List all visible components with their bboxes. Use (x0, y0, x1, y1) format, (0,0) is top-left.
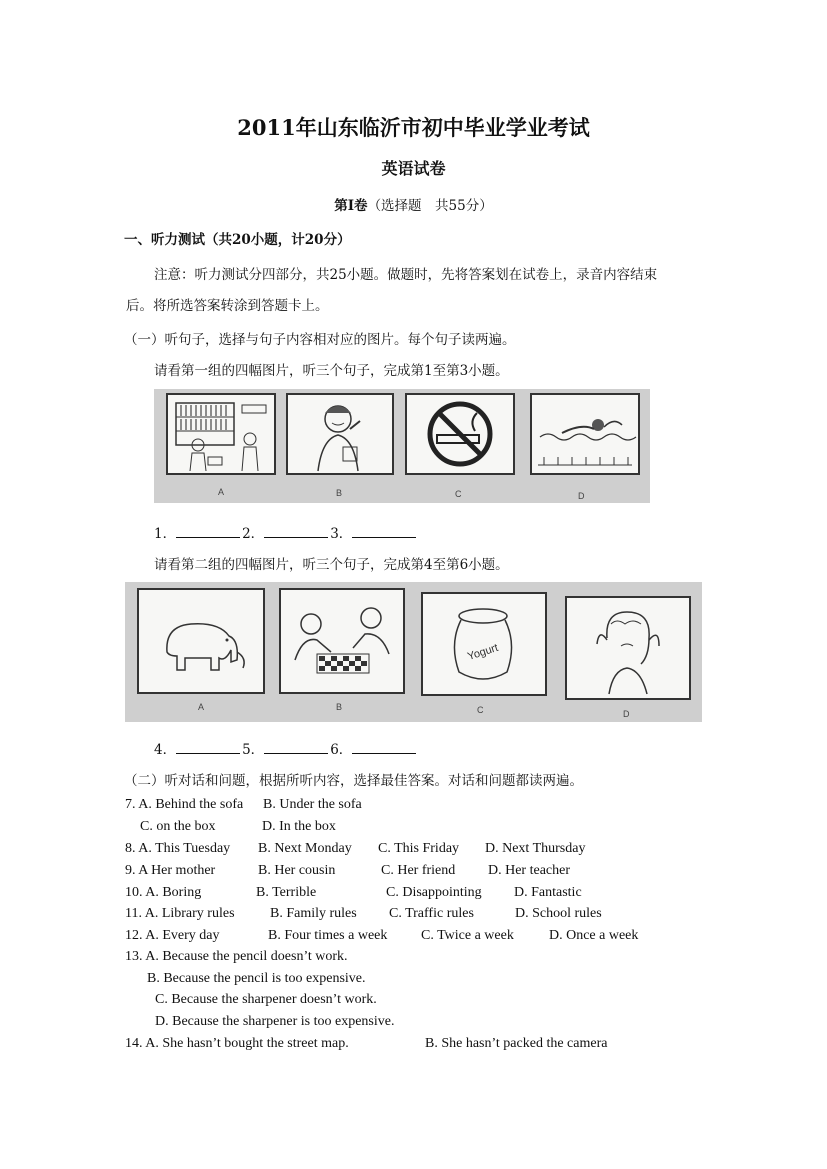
q9-option-c[interactable]: C. Her friend (381, 863, 456, 878)
exam-subtitle: 英语试卷 (381, 159, 446, 178)
picture-1b-toothache (286, 393, 394, 475)
picture-1c-label: C (455, 489, 462, 499)
blank-3[interactable] (352, 523, 416, 538)
blank-2-label: 2． (242, 526, 265, 542)
q7-option-d[interactable]: D. In the box (262, 819, 336, 834)
q12-option-a[interactable]: 12. A. Every day (125, 928, 220, 943)
group1-instruction: 请看第一组的四幅图片，听三个句子，完成第1至第3小题。 (154, 363, 509, 379)
elephant-icon (139, 590, 263, 692)
sub1-heading: （一）听句子，选择与句子内容相对应的图片。每个句子读两遍。 (124, 332, 516, 348)
q8-option-b[interactable]: B. Next Monday (258, 841, 352, 856)
q11-option-b[interactable]: B. Family rules (270, 906, 357, 921)
blank-1-label: 1． (154, 526, 177, 542)
picture-2d-label: D (623, 709, 630, 719)
answer-blanks-4-6 (154, 738, 418, 758)
q9-option-a[interactable]: 9. A Her mother (125, 863, 216, 878)
part-heading (0, 194, 827, 214)
blank-5[interactable] (264, 739, 328, 754)
q9-option-b[interactable]: B. Her cousin (258, 863, 336, 878)
q9-option-d[interactable]: D. Her teacher (488, 863, 571, 878)
toothache-icon (288, 395, 392, 473)
q10-option-c[interactable]: C. Disappointing (386, 885, 482, 900)
library-icon (168, 395, 274, 473)
blank-6-label: 6． (330, 742, 353, 758)
yogurt-icon (423, 594, 545, 694)
q13-option-d[interactable]: D. Because the sharpener is too expensive. (155, 1014, 395, 1029)
q11-option-a[interactable]: 11. A. Library rules (125, 906, 235, 921)
exam-title: 2011年山东临沂市初中毕业学业考试 (237, 115, 590, 140)
picture-2d-headache (565, 596, 691, 700)
q7-option-a[interactable]: 7. A. Behind the sofa (125, 797, 244, 812)
headache-icon (567, 598, 689, 698)
blank-4-label: 4． (154, 742, 177, 758)
blank-5-label: 5． (242, 742, 265, 758)
picture-group-1 (154, 389, 650, 503)
blank-1[interactable] (176, 523, 240, 538)
picture-2a-elephant (137, 588, 265, 694)
picture-2c-yogurt (421, 592, 547, 696)
picture-1a-label: A (218, 487, 225, 497)
q14-option-a[interactable]: 14. A. She hasn’t bought the street map. (125, 1036, 349, 1051)
yogurt-label: Yogurt (466, 641, 500, 663)
q14-option-b[interactable]: B. She hasn’t packed the camera (425, 1036, 608, 1051)
q12-option-b[interactable]: B. Four times a week (268, 928, 388, 943)
q8-option-a[interactable]: 8. A. This Tuesday (125, 841, 231, 856)
q8-option-c[interactable]: C. This Friday (378, 841, 460, 856)
picture-1d-label: D (578, 491, 585, 501)
q13-option-c[interactable]: C. Because the sharpener doesn’t work. (155, 992, 377, 1007)
q7-option-b[interactable]: B. Under the sofa (263, 797, 362, 812)
section-heading: 一、听力测试（共20小题，计20分） (124, 232, 351, 248)
blank-2[interactable] (264, 523, 328, 538)
blank-3-label: 3． (330, 526, 353, 542)
picture-2b-chess (279, 588, 405, 694)
q7-option-c[interactable]: C. on the box (140, 819, 216, 834)
part-label: 第Ⅰ卷 (334, 198, 368, 214)
picture-2c-label: C (477, 705, 484, 715)
q12-option-c[interactable]: C. Twice a week (421, 928, 514, 943)
picture-1c-no-smoking (405, 393, 515, 475)
q10-option-d[interactable]: D. Fantastic (514, 885, 582, 900)
note-line-1: 注意：听力测试分四部分，共25小题。做题时，先将答案划在试卷上，录音内容结束 (154, 267, 658, 283)
swimming-icon (532, 395, 638, 473)
chess-icon (281, 590, 403, 692)
q8-option-d[interactable]: D. Next Thursday (485, 841, 586, 856)
q10-option-a[interactable]: 10. A. Boring (125, 885, 202, 900)
sub2-heading: （二）听对话和问题，根据所听内容，选择最佳答案。对话和问题都读两遍。 (124, 773, 583, 789)
q11-option-d[interactable]: D. School rules (515, 906, 602, 921)
blank-6[interactable] (352, 739, 416, 754)
picture-2b-label: B (336, 702, 343, 712)
q12-option-d[interactable]: D. Once a week (549, 928, 639, 943)
q10-option-b[interactable]: B. Terrible (256, 885, 317, 900)
picture-group-2 (125, 582, 702, 722)
picture-1b-label: B (336, 488, 343, 498)
picture-2a-label: A (198, 702, 205, 712)
q13-option-b[interactable]: B. Because the pencil is too expensive. (147, 971, 366, 986)
answer-blanks-1-3 (154, 522, 418, 542)
no-smoking-icon (407, 395, 513, 473)
blank-4[interactable] (176, 739, 240, 754)
part-rest: （选择题 共55分） (367, 198, 493, 214)
q11-option-c[interactable]: C. Traffic rules (389, 906, 474, 921)
picture-1d-swimming (530, 393, 640, 475)
picture-1a-library (166, 393, 276, 475)
q13-option-a[interactable]: 13. A. Because the pencil doesn’t work. (125, 949, 348, 964)
group2-instruction: 请看第二组的四幅图片，听三个句子，完成第4至第6小题。 (154, 557, 509, 573)
note-line-2: 后。将所选答案转涂到答题卡上。 (126, 298, 329, 314)
